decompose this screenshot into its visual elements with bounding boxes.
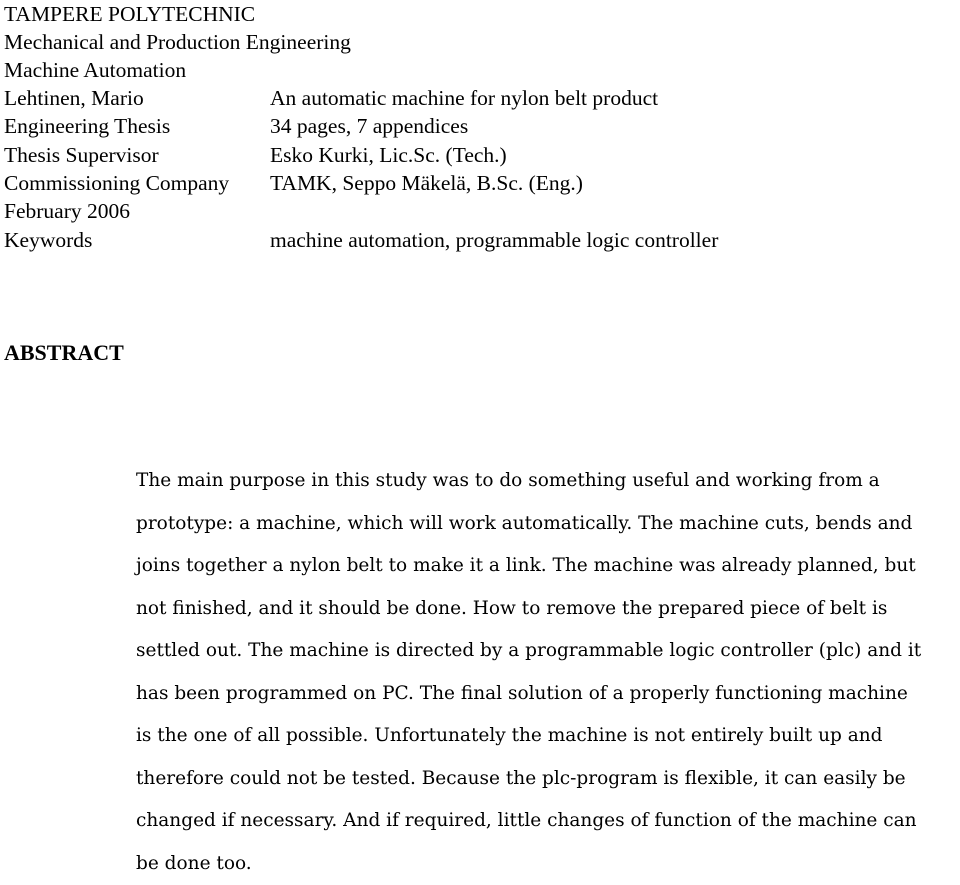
abstract-line: is the one of all possible. Unfortunately the machine is not entirely built up and <box>136 715 956 758</box>
company-label: Commissioning Company <box>4 169 229 197</box>
abstract-line: prototype: a machine, which will work automatically. The machine cuts, bends and <box>136 503 956 546</box>
abstract-line: not finished, and it should be done. How to remove the prepared piece of belt is <box>136 588 956 631</box>
thesis-type: Engineering Thesis <box>4 112 170 140</box>
institution-name: TAMPERE POLYTECHNIC <box>4 0 255 28</box>
abstract-line: changed if necessary. And if required, little changes of function of the machine can <box>136 800 956 843</box>
department-name: Mechanical and Production Engineering <box>4 28 351 56</box>
supervisor-name: Esko Kurki, Lic.Sc. (Tech.) <box>270 141 507 169</box>
abstract-line: be done too. <box>136 843 956 885</box>
thesis-title: An automatic machine for nylon belt product <box>270 84 658 112</box>
abstract-line: joins together a nylon belt to make it a link. The machine was already planned, but <box>136 545 956 588</box>
abstract-line: therefore could not be tested. Because the plc-program is flexible, it can easily be <box>136 758 956 801</box>
keywords-label: Keywords <box>4 226 92 254</box>
page-count: 34 pages, 7 appendices <box>270 112 468 140</box>
abstract-line: has been programmed on PC. The final solution of a properly functioning machine <box>136 673 956 716</box>
program-name: Machine Automation <box>4 56 186 84</box>
abstract-line: settled out. The machine is directed by a programmable logic controller (plc) and it <box>136 630 956 673</box>
author-name: Lehtinen, Mario <box>4 84 144 112</box>
abstract-line: The main purpose in this study was to do something useful and working from a <box>136 460 956 503</box>
company-name: TAMK, Seppo Mäkelä, B.Sc. (Eng.) <box>270 169 583 197</box>
abstract-body <box>136 460 956 885</box>
supervisor-label: Thesis Supervisor <box>4 141 159 169</box>
abstract-heading: ABSTRACT <box>4 338 124 368</box>
keywords-value: machine automation, programmable logic controller <box>270 226 718 254</box>
publication-date: February 2006 <box>4 197 130 225</box>
